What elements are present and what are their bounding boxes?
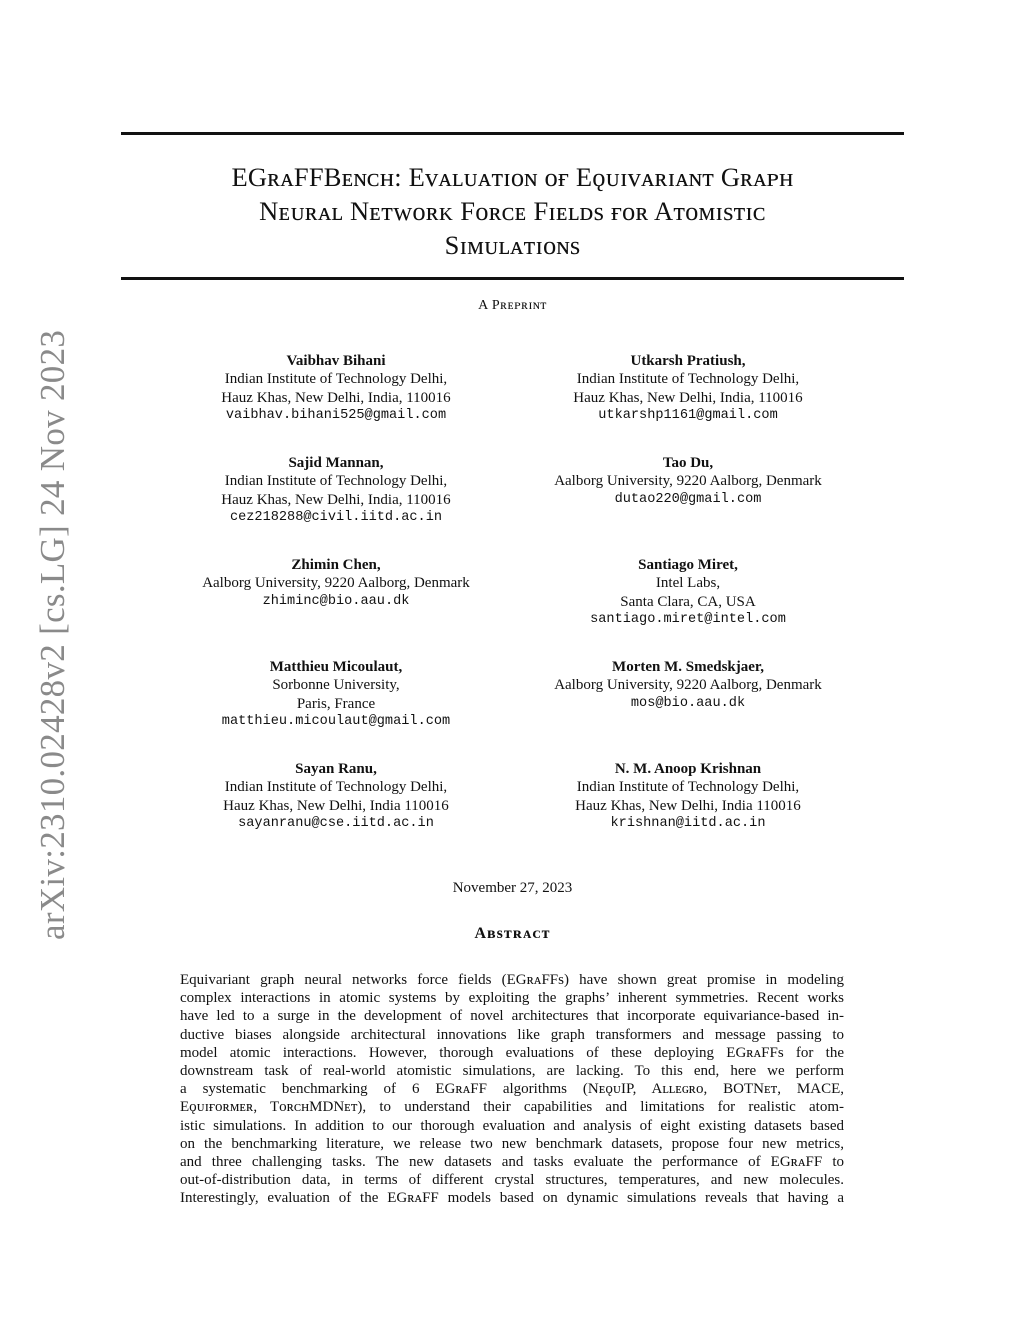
author-block — [488, 658, 888, 713]
author-affiliation: Indian Institute of Technology Delhi, — [224, 371, 448, 388]
author-name: Sajid Mannan, — [288, 455, 384, 471]
author-affiliation: Hauz Khas, New Delhi, India, 110016 — [221, 491, 451, 508]
preprint-label: A Pʀᴇᴘʀɪɴᴛ — [478, 298, 547, 313]
author-block — [136, 658, 536, 732]
author-name: Vaibhav Bihani — [286, 353, 386, 369]
author-affiliation: Aalborg University, 9220 Aalborg, Denmark — [554, 677, 822, 694]
author-affiliation: Intel Labs, — [655, 575, 721, 592]
abstract-line: Eǫᴜɪғᴏʀᴍᴇʀ, TᴏʀᴄʜMDNᴇᴛ), to understand their capabilities and limitations for realistic atom- — [180, 1099, 844, 1116]
author-block — [488, 454, 888, 509]
abstract-line: and three challenging tasks. The new datasets and tasks evaluate the performance of EGʀᴀFF to — [180, 1154, 844, 1171]
author-email[interactable]: zhiminc@bio.aau.dk — [262, 593, 410, 609]
author-email[interactable]: utkarshp1161@gmail.com — [598, 408, 778, 424]
author-affiliation: Paris, France — [296, 695, 376, 712]
abstract-line: complex interactions in atomic systems by exploiting the graphs’ inherent symmetries. Recent works — [180, 990, 844, 1007]
author-email[interactable]: sayanranu@cse.iitd.ac.in — [238, 816, 434, 832]
title-line: Nᴇᴜʀᴀʟ Nᴇᴛᴡᴏʀᴋ Fᴏʀᴄᴇ Fɪᴇʟᴅs ғᴏʀ Aᴛᴏᴍɪsᴛɪᴄ — [259, 196, 766, 226]
author-block — [136, 556, 536, 611]
title-line: EGʀᴀFFBᴇɴᴄʜ: Eᴠᴀʟᴜᴀᴛɪᴏɴ ᴏғ Eǫᴜɪᴠᴀʀɪᴀɴᴛ Gʀᴀᴘʜ — [231, 162, 794, 192]
arxiv-identifier: arXiv:2310.02428v2 [cs.LG] 24 Nov 2023 — [33, 329, 72, 940]
author-block — [488, 760, 888, 834]
author-affiliation: Hauz Khas, New Delhi, India 110016 — [575, 797, 801, 814]
author-affiliation: Indian Institute of Technology Delhi, — [224, 779, 448, 796]
author-name: N. M. Anoop Krishnan — [614, 761, 762, 777]
author-email[interactable]: mos@bio.aau.dk — [630, 695, 746, 711]
author-name: Morten M. Smedskjaer, — [612, 659, 764, 675]
author-affiliation: Hauz Khas, New Delhi, India, 110016 — [221, 389, 451, 406]
abstract-line: a systematic benchmarking of 6 EGʀᴀFF algorithms (NᴇǫᴜIP, Aʟʟᴇɢʀᴏ, BOTNᴇᴛ, MACE, — [180, 1081, 844, 1098]
abstract-line: istic simulations. In addition to our thorough evaluation and analysis of eight existing datasets based — [180, 1117, 844, 1134]
author-block — [136, 760, 536, 834]
author-email[interactable]: dutao220@gmail.com — [614, 491, 762, 507]
top-rule — [121, 132, 904, 135]
abstract-body — [180, 971, 844, 1208]
paper-title — [121, 160, 904, 262]
author-name: Utkarsh Pratiush, — [630, 353, 746, 369]
author-name: Matthieu Micoulaut, — [269, 659, 403, 675]
title-line: Sɪᴍᴜʟᴀᴛɪᴏɴs — [444, 230, 581, 260]
author-name: Zhimin Chen, — [291, 557, 381, 573]
abstract-line: downstream task of real-world atomistic simulations, are lacking. To this end, here we perform — [180, 1063, 844, 1080]
abstract-line: Equivariant graph neural networks force fields (EGʀᴀFFs) have shown great promise in modeling — [180, 972, 844, 988]
author-name: Tao Du, — [662, 455, 714, 471]
abstract-line: on the benchmarking literature, we release two new benchmark datasets, propose four new metrics, — [180, 1135, 844, 1152]
author-block — [488, 556, 888, 630]
abstract-heading: Aʙsᴛʀᴀᴄᴛ — [474, 925, 551, 942]
author-email[interactable]: santiago.miret@intel.com — [590, 612, 786, 628]
author-affiliation: Hauz Khas, New Delhi, India 110016 — [223, 797, 449, 814]
author-block — [136, 454, 536, 528]
author-affiliation: Indian Institute of Technology Delhi, — [224, 473, 448, 490]
abstract-line: out-of-distribution data, in terms of different crystal structures, temperatures, and new molecules. — [180, 1172, 844, 1189]
author-affiliation: Indian Institute of Technology Delhi, — [576, 779, 800, 796]
author-affiliation: Aalborg University, 9220 Aalborg, Denmark — [554, 473, 822, 490]
author-affiliation: Indian Institute of Technology Delhi, — [576, 371, 800, 388]
author-affiliation: Santa Clara, CA, USA — [620, 593, 756, 610]
publication-date: November 27, 2023 — [452, 880, 573, 896]
abstract-line: Interestingly, evaluation of the EGʀᴀFF models based on dynamic simulations reveals that having a — [180, 1190, 844, 1207]
abstract-line: ductive biases alongside architectural innovations like graph transformers and message passing to — [180, 1026, 844, 1043]
author-email[interactable]: cez218288@civil.iitd.ac.in — [229, 510, 443, 526]
author-email[interactable]: vaibhav.bihani525@gmail.com — [225, 408, 447, 424]
abstract-line: have led to a surge in the development of novel architectures that incorporate equivariance-based in- — [180, 1008, 844, 1025]
author-affiliation: Aalborg University, 9220 Aalborg, Denmark — [202, 575, 470, 592]
author-name: Sayan Ranu, — [295, 761, 377, 777]
bottom-rule — [121, 277, 904, 280]
author-email[interactable]: matthieu.micoulaut@gmail.com — [221, 714, 451, 730]
author-block — [488, 352, 888, 426]
author-block — [136, 352, 536, 426]
author-email[interactable]: krishnan@iitd.ac.in — [610, 816, 766, 832]
author-affiliation: Sorbonne University, — [272, 677, 400, 694]
author-affiliation: Hauz Khas, New Delhi, India, 110016 — [573, 389, 803, 406]
author-name: Santiago Miret, — [638, 557, 738, 573]
abstract-line: model atomic interactions. However, thorough evaluations of these deploying EGʀᴀFFs for the — [180, 1044, 844, 1061]
